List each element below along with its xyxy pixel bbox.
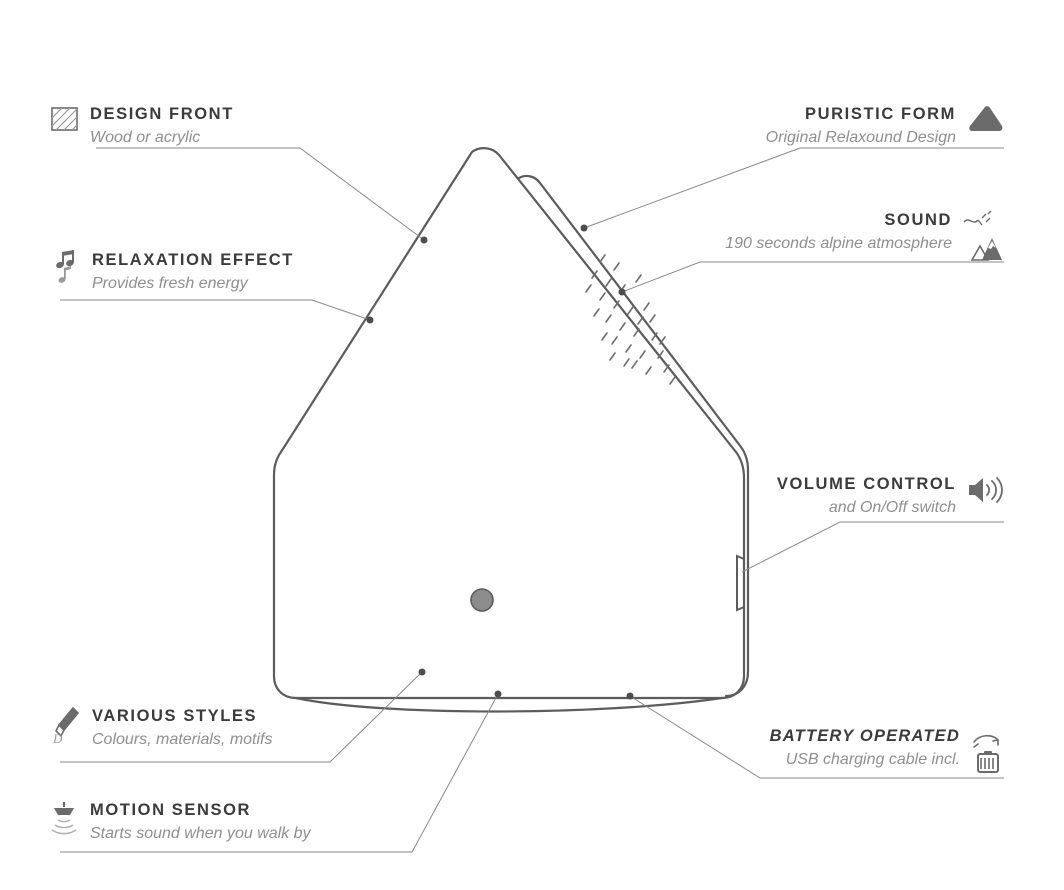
music-notes-icon — [52, 250, 82, 289]
callout-battery-operated — [770, 726, 1006, 783]
callout-title: VOLUME CONTROL — [776, 475, 956, 493]
callout-subtitle: Provides fresh energy — [92, 274, 248, 292]
callout-subtitle: Original Relaxound Design — [765, 128, 956, 146]
leader-endpoints — [367, 225, 634, 700]
callout-subtitle: Starts sound when you walk by — [90, 824, 311, 842]
mountain-sound-icon — [962, 210, 1006, 271]
svg-text:D: D — [53, 731, 63, 744]
callout-title: MOTION SENSOR — [90, 801, 252, 819]
callout-volume-control — [777, 474, 1006, 518]
callout-motion-sensor — [50, 800, 311, 844]
speaker-icon — [966, 474, 1006, 511]
callout-sound — [725, 210, 1006, 271]
callout-puristic-form — [766, 104, 1006, 148]
paintbrush-icon — [52, 706, 82, 749]
callout-title: RELAXATION EFFECT — [92, 251, 294, 269]
triangle-house-icon — [966, 104, 1006, 143]
callout-subtitle: 190 seconds alpine atmosphere — [725, 234, 952, 252]
device-bottom-edge — [296, 698, 722, 712]
motion-sensor-icon — [50, 800, 80, 843]
callout-subtitle: USB charging cable incl. — [785, 750, 960, 768]
callout-title: VARIOUS STYLES — [92, 707, 258, 725]
motion-sensor-dot — [471, 589, 493, 611]
callout-title: DESIGN FRONT — [90, 105, 234, 123]
callout-title: SOUND — [884, 211, 952, 229]
battery-plug-icon — [970, 726, 1006, 783]
callout-relaxation-effect — [52, 250, 294, 294]
callout-subtitle: Wood or acrylic — [90, 128, 201, 146]
callout-design-front — [50, 104, 234, 148]
callout-various-styles — [52, 706, 273, 750]
callout-subtitle: and On/Off switch — [828, 498, 956, 516]
callout-title: PURISTIC FORM — [805, 105, 956, 123]
hatched-square-icon — [50, 104, 80, 139]
device-side-edge — [519, 176, 748, 696]
callout-title: BATTERY OPERATED — [769, 727, 960, 745]
callout-subtitle: Colours, materials, motifs — [92, 730, 273, 748]
device-body-outline — [274, 148, 744, 698]
